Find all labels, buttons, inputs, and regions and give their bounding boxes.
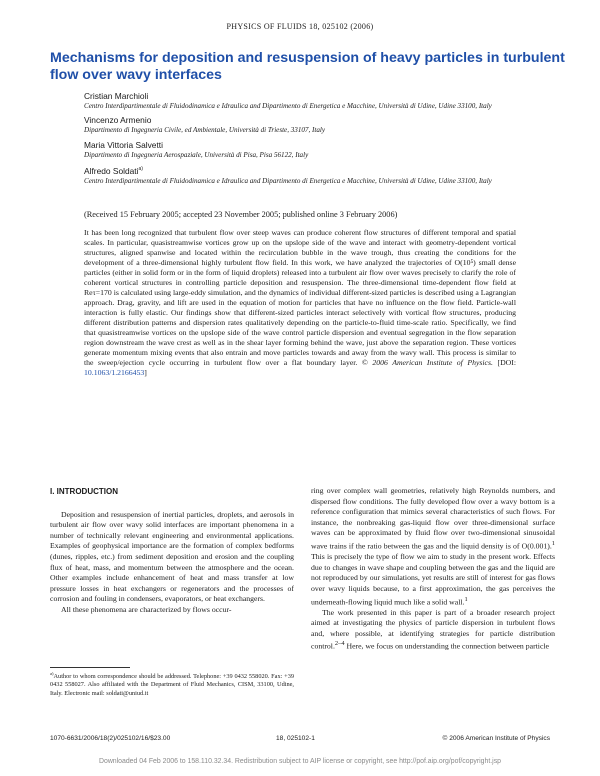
- paper-title: Mechanisms for deposition and resuspension of heavy particles in turbulent flow over wavy interfaces: [50, 50, 565, 83]
- abstract-copyright: © 2006 American Institute of Physics.: [361, 358, 493, 367]
- doi-suffix: ]: [144, 368, 147, 377]
- paragraph-text: This is precisely the type of flow we aim to study in the present work. Effects due to changes in wave shape and coupling between the gas and the liquid are not reproduced by our simulations, yet results are still of interest for gas flows over wavy liquids because, to a first approximation, the gas perceives the underneath-flowing liquid much like a solid wall.: [311, 552, 555, 607]
- citation-ref: 1: [464, 595, 468, 603]
- citation-ref: 1: [551, 539, 555, 547]
- author-affiliation: Dipartimento di Ingegneria Aerospaziale, Università di Pisa, Pisa 56122, Italy: [84, 150, 309, 159]
- citation-ref: 2–4: [334, 640, 345, 648]
- abstract: [84, 228, 516, 378]
- footnote: [50, 670, 294, 698]
- footnote-divider: [50, 667, 130, 668]
- footer-copyright: © 2006 American Institute of Physics: [442, 735, 550, 742]
- author-block: [84, 140, 554, 160]
- footnote-text: Author to whom correspondence should be addressed. Telephone: +39 0432 558020. Fax: +39 0432 558027. Also affiliated with the Department of Fluid Mechanics, CISM, 33100, Udine, Italy. Electronic mail: soldati@uniud.it: [50, 673, 294, 697]
- author-name-corresponding: [84, 164, 554, 177]
- running-head: PHYSICS OF FLUIDS 18, 025102 (2006): [226, 22, 374, 31]
- paragraph: [311, 608, 555, 653]
- abstract-text: is calculated using large-eddy simulation, and the dynamics of individual different-sized particles is described using a Lagrangian approach. Drag, gravity, and lift are used in the equation of motion for particles that have no influence on the flow field. Particle-wall interaction is fully elastic. Our findings show that different-sized particles interact selectively with vortical flow structures, producing different distribution patterns and dispersion rates qualitatively depending on the particle-to-fluid time-scale ratio. Specifically, we find that quasistreamwise vortices on the upslope side of the wave control particle dispersion and eventual segregation in the flow separation region downstream the wave crest as well as in the shear layer forming behind the wave, just above the separation region. These vortices generate momentum mixing events that also entrain and move particles towards and away from the wavy wall. This process is similar to the sweep/ejection cycle occurring in turbulent flow over a flat boundary layer.: [84, 288, 517, 367]
- author-block: [84, 91, 554, 111]
- author-block: [84, 115, 554, 135]
- footer-page-number: 18, 025102-1: [276, 735, 315, 742]
- author-footnote-mark: a): [138, 166, 143, 173]
- abstract-math: Reτ=170: [84, 288, 112, 297]
- received-dates: (Received 15 February 2005; accepted 23 November 2005; published online 3 February 2006): [84, 210, 398, 219]
- right-column: [311, 486, 555, 653]
- paragraph-text: The work presented in this paper is part of a broader research project aimed at investigating the physics of particle dispersion in turbulent flows and, where possible, at identifying strategies for particle distribution control.: [311, 607, 555, 652]
- abstract-text: small dense particles (either in solid form or in the form of liquid droplets) released into a turbulent air flow over waves precisely to clarify the role of coherent vortical structures in controlling particle deposition and resuspension. The three-dimensional time-dependent flow field at: [84, 258, 517, 287]
- footer-issn: 1070-6631/2006/18(2)/025102/16/$23.00: [50, 735, 171, 742]
- paragraph-text: ring over complex wall geometries, relatively high Reynolds numbers, and dispersed flow conditions. The fully developed flow over a wavy bottom is a reference configuration that mimics several characteristics of such flows. For instance, the nonbreaking gas-liquid flow over three-dimensional surface waves can be approximated by fluid flow over two-dimensional sinusoidal wave trains if the ratio between the gas and the liquid density is of: [311, 486, 555, 551]
- footnote-mark: a): [50, 671, 54, 676]
- author-list: [84, 91, 554, 190]
- author-name: Cristian Marchioli: [84, 91, 149, 101]
- author-block: [84, 164, 554, 186]
- doi-link[interactable]: 10.1063/1.2166453: [84, 368, 145, 377]
- doi-prefix: [DOI:: [497, 358, 517, 367]
- author-affiliation: Centro Interdipartimentale di Fluidodinamica e Idraulica and Dipartimento di Energetica e Macchine, Università di Udine, Udine 33100, Italy: [84, 177, 492, 186]
- abstract-math: O(10⁵): [454, 258, 476, 267]
- download-notice: Downloaded 04 Feb 2006 to 158.110.32.34. Redistribution subject to AIP license or copyright, see http://pof.aip.org/pof/copyright.jsp: [99, 758, 501, 765]
- paragraph: Deposition and resuspension of inertial particles, droplets, and aerosols in turbulent air flow over wavy solid interfaces are important phenomena in a number of technically relevant engineering and environmental applications. Examples of geophysical importance are the formation of complex bedforms (dunes, ripples, etc.) from sediment deposition and erosion and the coupling flux of heat, mass, and momentum between the atmosphere and the ocean. Other examples include enhancement of heat and mass transfer at low pressure losses in heat exchangers or regenerators and the processes of corrosion and fouling in condensers, evaporators, or heat exchangers.: [50, 509, 294, 604]
- author-name-text: Alfredo Soldati: [84, 166, 139, 177]
- left-column: [50, 487, 294, 616]
- paragraph: [311, 486, 555, 608]
- inline-math: O(0.001).: [521, 541, 552, 551]
- author-affiliation: Dipartimento di Ingegneria Civile, ed Ambientale, Università di Trieste, 33107, Italy: [84, 126, 326, 135]
- paragraph: All these phenomena are characterized by flows occur-: [61, 604, 232, 614]
- section-heading: I. INTRODUCTION: [50, 487, 118, 496]
- paragraph-text: Here, we focus on understanding the connection between particle: [346, 642, 549, 652]
- abstract-text: It has been long recognized that turbulent flow over steep waves can produce coherent flow structures of different temporal and spatial scales. In particular, quasistreamwise vortices grow up on the upslope side of the wave and interact with geometry-dependent vortical structures, aligned spanwise and located within the recirculation bubble in the wave trough, thus creating the conditions for the development of a three-dimensional highly turbulent flow field. In this work, we have analyzed the trajectories of: [84, 228, 516, 267]
- author-name: Vincenzo Armenio: [84, 115, 152, 126]
- author-affiliation: Centro Interdipartimentale di Fluidodinamica e Idraulica and Dipartimento di Energetica e Macchine, Università di Udine, Udine 33100, Italy: [84, 102, 492, 110]
- author-name: Maria Vittoria Salvetti: [84, 139, 163, 150]
